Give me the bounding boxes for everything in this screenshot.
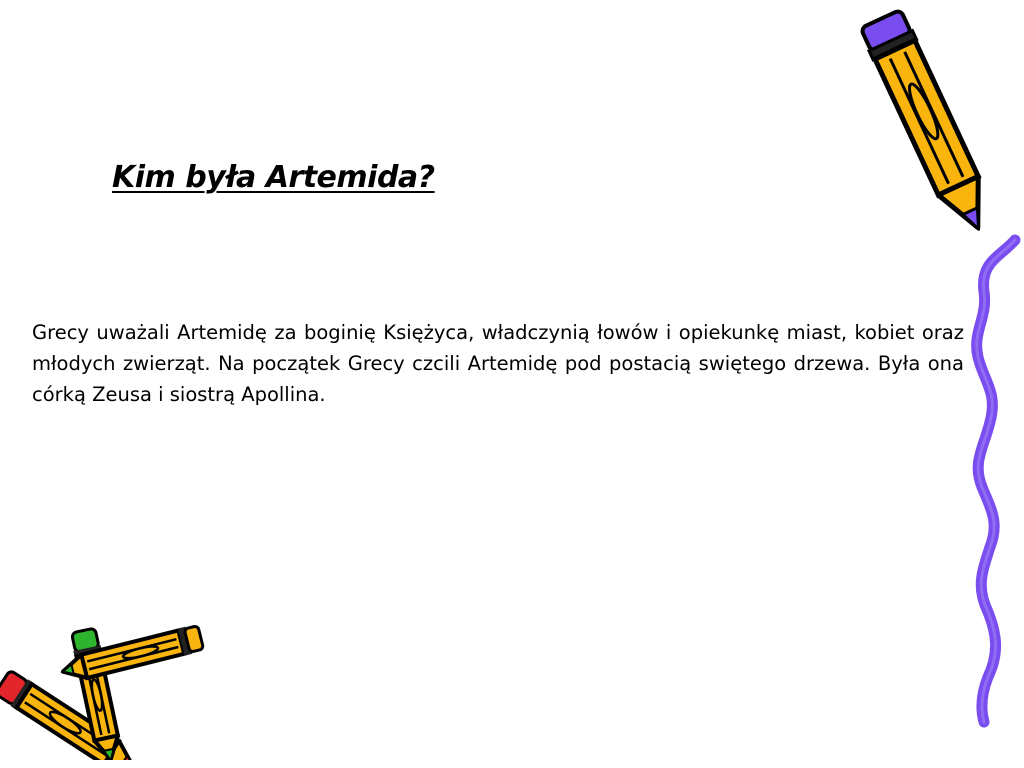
crossed-pencils-icon [0,610,215,760]
wavy-line-decoration [960,232,1024,732]
slide-title: Kim była Artemida? [112,160,435,195]
pencil-icon [850,0,1010,250]
slide-body-text: Grecy uważali Artemidę za boginię Księżyca, władczynią łowów i opiekunkę miast, kobiet oraz młodych zwierząt. Na początek Grecy czcili Artemidę pod postacią swiętego drzewa. Była ona córką Zeusa i siostrą Apollina. [32,321,964,406]
